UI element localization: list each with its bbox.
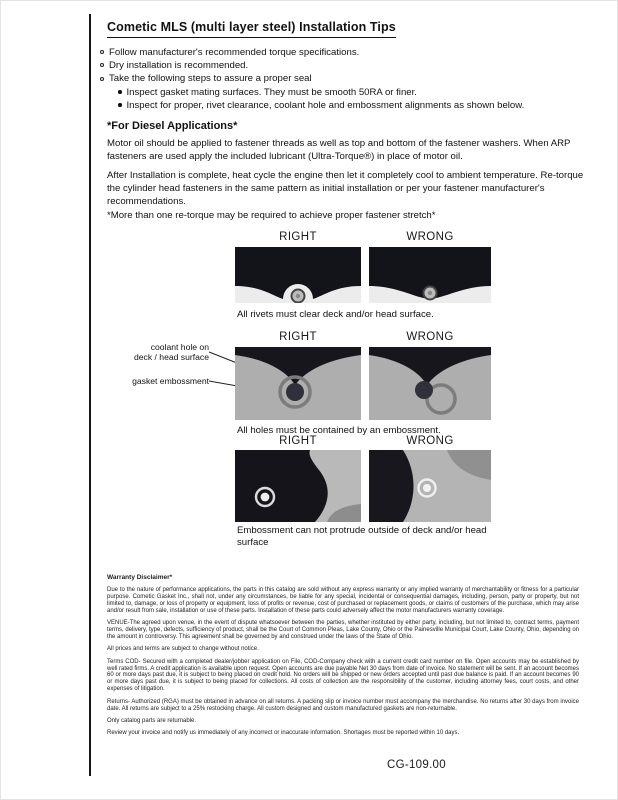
legal-paragraph: Due to the nature of performance applications, the parts in this catalog are sold without any express warranty or any implied warranty of merchantability or fitness for a particular purpose. Cometic Gasket Inc., shall not, under any circumstances, be liable for any special, incidental or consequential damages, including, person, party or property, but not limited to, damage, or loss of property or equipment, loss of profits or revenue, cost of purchased or replacement goods, or claims of customers of the purchase, which may arise and/or result from sale, installation or use of these parts. Installation of these parts could adversely affect the motor manufacturers warranty coverage. bbox=[107, 586, 579, 614]
diagram-rivet-wrong-image bbox=[369, 247, 491, 303]
list-item bbox=[117, 86, 524, 99]
dot-bullet-icon bbox=[118, 103, 122, 107]
page-title: Cometic MLS (multi layer steel) Installation Tips bbox=[107, 20, 396, 38]
circle-bullet-icon bbox=[100, 63, 104, 67]
gasket-embossment-annotation: gasket embossment bbox=[132, 376, 209, 386]
diagram-embossment-right-image bbox=[235, 450, 361, 522]
tip-text: Dry installation is recommended. bbox=[109, 60, 249, 72]
legal-paragraph: Only catalog parts are returnable. bbox=[107, 718, 197, 724]
wrong-column-label: WRONG bbox=[406, 435, 454, 447]
wrong-column-label: WRONG bbox=[406, 331, 454, 343]
annotation-text: deck / head surface bbox=[133, 352, 209, 363]
circle-bullet-icon bbox=[100, 50, 104, 54]
tip-text: Inspect for proper, rivet clearance, coolant hole and embossment alignments as shown below. bbox=[126, 99, 525, 111]
right-column-label: RIGHT bbox=[279, 231, 317, 243]
wrong-column-label: WRONG bbox=[406, 231, 454, 243]
holes-caption: All holes must be contained by an embossment. bbox=[237, 425, 441, 436]
rivet-caption: All rivets must clear deck and/or head surface. bbox=[237, 309, 434, 320]
embossment-caption: Embossment can not protrude outside of deck and/or head surface bbox=[237, 525, 487, 548]
list-item bbox=[117, 99, 524, 112]
circle-bullet-icon bbox=[100, 77, 104, 81]
legal-section bbox=[107, 575, 579, 743]
legal-paragraph: VENUE-The agreed upon venue, in the event of dispute whatsoever between the parties, whether instituted by either party, including, but not limited to, contract terms, payment terms, delivery, type, defects, sufficiency of product, shall be the Court of Common Pleas, Lake County, Ohio or the Painesville Municipal Court, Lake County, Ohio, depending on the amount in controversy. This agreement shall be governed by and construed under the laws of the State of Ohio. bbox=[107, 620, 579, 640]
diagram-embossment-wrong-image bbox=[369, 450, 491, 522]
diesel-paragraph-1: Motor oil should be applied to fastener threads as well as top and bottom of the fastener washers. When ARP fasteners are used apply the included lubricant (Ultra-Torque®) in place of motor oil. bbox=[107, 138, 571, 162]
warranty-disclaimer-heading: Warranty Disclaimer* bbox=[107, 574, 173, 581]
annotation-text: coolant hole on bbox=[150, 342, 209, 352]
page-number-code: CG-109.00 bbox=[387, 759, 446, 771]
diesel-paragraph-2: After Installation is complete, heat cycle the engine then let it completely cool to ambient temperature. Re-torque the cylinder head fasteners in the same pattern as initial installation or per your fastener manufacturer's recommendations. bbox=[107, 170, 584, 207]
left-margin-rule bbox=[89, 14, 91, 776]
tip-text: Follow manufacturer's recommended torque specifications. bbox=[109, 47, 360, 58]
list-item bbox=[100, 46, 524, 59]
dot-bullet-icon bbox=[118, 90, 122, 94]
diagram-coolant-hole-right-image bbox=[235, 347, 361, 420]
list-item bbox=[100, 72, 524, 85]
legal-paragraph: All prices and terms are subject to change without notice. bbox=[107, 646, 259, 653]
right-column-label: RIGHT bbox=[279, 331, 317, 343]
list-item bbox=[100, 59, 524, 72]
legal-paragraph: Returns- Authorized (RGA) must be obtained in advance on all returns. A packing slip or invoice number must accompany the merchandise. No returns after 30 days from invoice date. All returns are subject to a 25% restocking charge. All custom designed and custom manufactured gaskets are non-returnable. bbox=[107, 698, 579, 712]
tip-text: Inspect gasket mating surfaces. They must be smooth 50RA or finer. bbox=[126, 86, 417, 98]
coolant-hole-annotation bbox=[117, 342, 209, 362]
legal-paragraph: Review your invoice and notify us immediately of any incorrect or inaccurate information. Shortages must be reported within 10 days. bbox=[107, 730, 460, 737]
legal-paragraph: Terms COD- Secured with a completed dealer/jobber application on File, COD-Company check with a current credit card number on file. Open accounts may be established by well rated firms. A credit application is available upon request. Open accounts are due payable Net 30 days from date of invoice. No statement will be sent. If an account becomes 60 or more days past due, it is subject to being placed on credit hold. No orders will be shipped or new orders accepted until past due balance is paid. If an account becomes 90 or more days past due, it is subject to being placed for collections. All costs of collection are the responsibility of the customer, including attorney fees, court costs, and other expenses of litigation. bbox=[107, 658, 579, 693]
right-column-label: RIGHT bbox=[279, 435, 317, 447]
tip-text: Take the following steps to assure a proper seal bbox=[109, 73, 312, 85]
retorque-note: *More than one re-torque may be required to achieve proper fastener stretch* bbox=[107, 210, 436, 221]
tips-list bbox=[100, 46, 524, 112]
diagram-rivet-right-image bbox=[235, 247, 361, 303]
diagram-coolant-hole-wrong-image bbox=[369, 347, 491, 420]
diesel-applications-heading: *For Diesel Applications* bbox=[107, 120, 238, 132]
